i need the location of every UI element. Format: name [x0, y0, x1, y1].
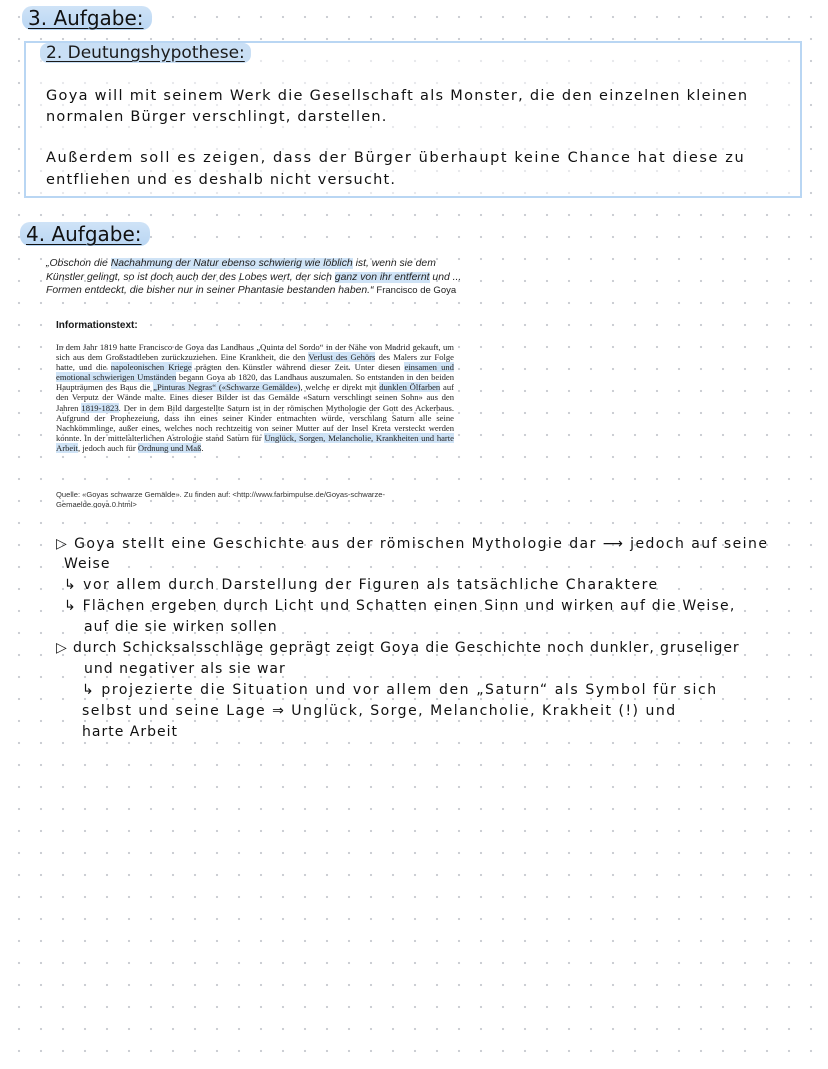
hypothesis-line: entfliehen und es deshalb nicht versucht.: [46, 172, 397, 188]
note-line: ▷ durch Schicksalsschläge geprägt zeigt Goya die Geschichte noch dunkler, gruseliger: [56, 640, 740, 656]
task4-heading: 4. Aufgabe:: [20, 222, 150, 246]
info-source: Quelle: «Goyas schwarze Gemälde». Zu finden auf: <http://www.farbimpulse.de/Goyas-schwarze-Gemaelde.goya.0.html>: [56, 490, 386, 508]
info-highlight: 1819-1823: [81, 402, 119, 413]
info-text: [56, 342, 454, 453]
info-highlight: Ordnung und Maß: [137, 442, 202, 453]
note-line: und negativer als sie war: [84, 661, 286, 677]
hypothesis-line: Goya will mit seinem Werk die Gesellschaft als Monster, die den einzelnen kleinen: [46, 88, 749, 104]
info-segment: In dem Jahr 1819 hatte Francisco de Goya das Landhaus „Quinta del Sordo“ in der Nähe von Madrid gekauft, um sich aus dem Großstadtleben zurückzuziehen. Eine Krankheit, die den: [56, 342, 454, 363]
info-highlight: dunklen Ölfarben: [379, 382, 441, 393]
info-highlight: „Pinturas Negras“ («Schwarze Gemälde»): [153, 382, 301, 393]
quote-highlight: ganz von ihr entfernt: [334, 271, 430, 283]
info-segment: begann Goya ab 1820, das Landhaus auszumalen. So entstanden in den beiden Haupträumen des Baus die: [56, 372, 454, 393]
info-title: Informationstext:: [56, 320, 138, 331]
info-segment: .: [201, 442, 204, 453]
info-highlight: Verlust des Gehörs: [308, 352, 376, 363]
goya-quote: [46, 257, 476, 298]
info-segment: . Der in dem Bild dargestellte Saturn ist in der römischen Mythologie der Gott des Ackerbaus. Aufgrund der Prophezeiung, dass ihn eines seiner Kinder entmachten würde, verschlang Saturn alle seine Nachkömmlinge, außer eines, welches noch rechtzeitig von seiner Mutter auf der Insel Kreta versteckt werden konnte. In der mittelalterlichen Astrologie stand Saturn für: [56, 402, 454, 443]
task3-heading: 3. Aufgabe:: [22, 6, 152, 30]
info-highlight: napoleonischen Kriege: [110, 362, 192, 373]
note-line: harte Arbeit: [82, 724, 178, 740]
note-line: ↳ vor allem durch Darstellung der Figuren als tatsächliche Charaktere: [64, 577, 659, 593]
note-line: ▷ Goya stellt eine Geschichte aus der römischen Mythologie dar ⟶ jedoch auf seine: [56, 536, 769, 552]
hypothesis-line: Außerdem soll es zeigen, dass der Bürger überhaupt keine Chance hat diese zu: [46, 150, 746, 166]
hypothesis-heading: 2. Deutungshypothese:: [40, 43, 251, 63]
hypothesis-line: normalen Bürger verschlingt, darstellen.: [46, 109, 388, 125]
info-segment: , jedoch auch für: [77, 442, 138, 453]
info-highlight: Unglück, Sorgen, Melancholie, Krankheiten und harte Arbeit: [56, 432, 454, 453]
info-highlight: einsamen und emotional schwierigen Umständen: [56, 362, 454, 383]
info-segment: , welche er direkt mit: [300, 382, 380, 393]
note-line: Weise: [64, 556, 111, 572]
quote-text: und ... Formen entdeckt, die bisher nur in seiner Phantasie bestanden haben.“: [46, 271, 462, 296]
info-segment: auf den Verputz der Wände malte. Eines dieser Bilder ist das Gemälde «Saturn verschlingt seinen Sohn» aus den Jahren: [56, 382, 455, 413]
quote-text: ist, wenn sie dem Künstler gelingt, so ist doch auch der des Lobes wert, der sich: [46, 258, 436, 283]
note-line: ↳ projezierte die Situation und vor allem den „Saturn“ als Symbol für sich: [82, 682, 718, 698]
info-segment: prägten den Künstler während dieser Zeit. Unter diesen: [191, 362, 405, 373]
quote-text: „Obschon die: [46, 258, 111, 269]
note-line: selbst und seine Lage ⇒ Unglück, Sorge, Melancholie, Krakheit (!) und: [82, 703, 677, 719]
note-line: auf die sie wirken sollen: [84, 619, 278, 635]
info-segment: des Malers zur Folge hatte, und die: [56, 352, 454, 373]
quote-author: Francisco de Goya: [376, 285, 457, 296]
quote-highlight: Nachahmung der Natur ebenso schwierig wie löblich: [110, 258, 353, 269]
note-line: ↳ Flächen ergeben durch Licht und Schatten einen Sinn und wirken auf die Weise,: [64, 598, 736, 614]
